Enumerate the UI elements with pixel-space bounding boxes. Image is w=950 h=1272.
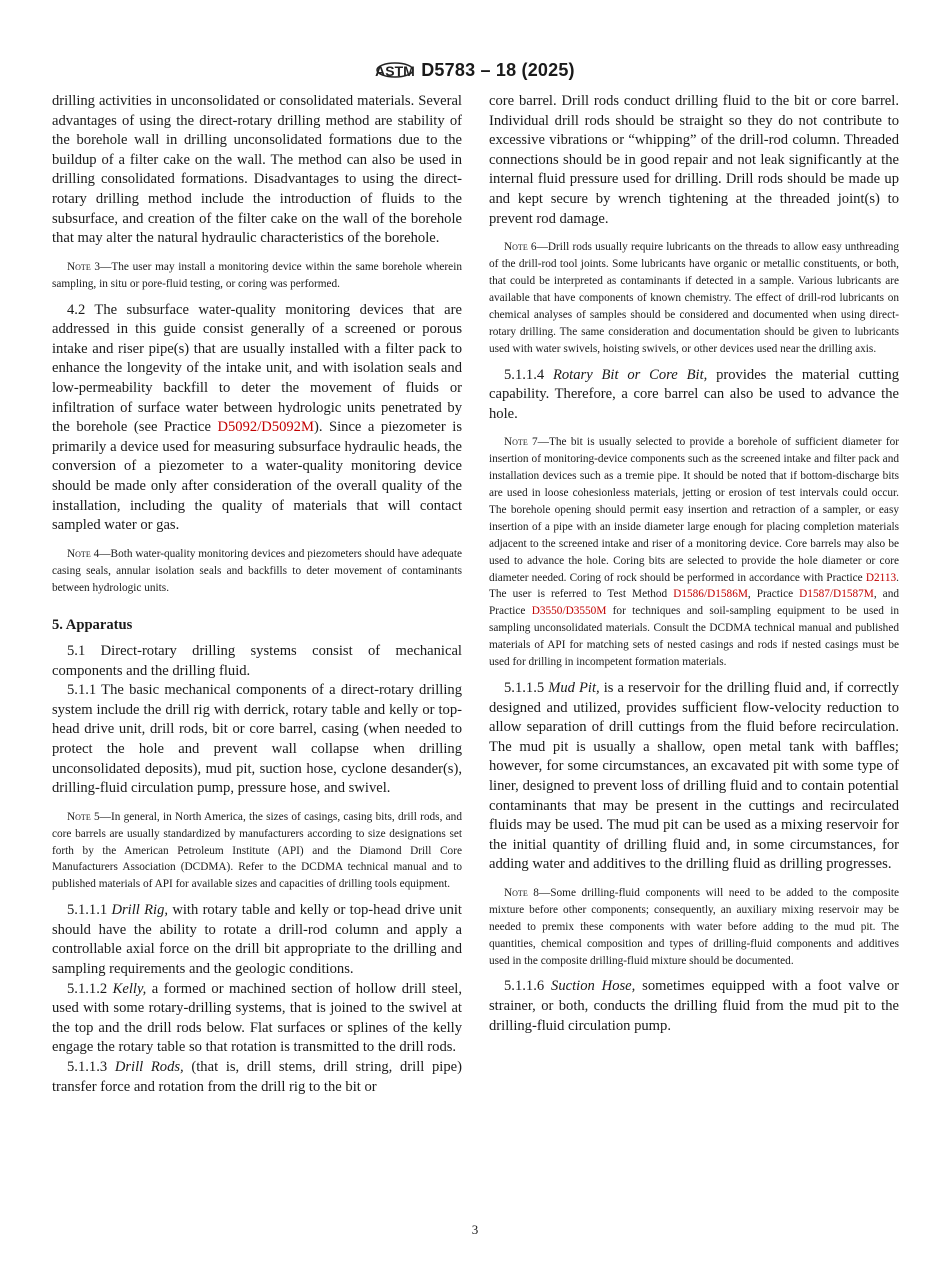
text: for techniques and soil-sampling equipment to be used in sampling unconsolidated materials. Consult the DCDMA technical manual and published materials of API for matching sets of nested casings and rods if nested casings must be used for drilling in incompetent formation materials. [489,605,899,669]
note-label: Note 6 [504,241,537,254]
paragraph [489,977,899,1036]
term: Mud Pit, [548,679,600,696]
text: core barrel. Drill rods conduct drilling fluid to the bit or core barrel. Individual drill rods should be straight so they do not contribute to excessive vibrations or “whipping” of the drill-rod column. Threaded connections should be in good repair and not leak significantly at the internal fluid pressure used for drilling. Drill rods should be made up and kept secure by wrench tightening at the threaded joint(s) to prevent rod damage. [489,93,899,227]
astm-logo [375,55,415,85]
text: —The bit is usually selected to provide a borehole of sufficient diameter for insertion of monitoring-device components such as the screened intake and filter pack and installation devices such as a tremie pipe. It should be noted that if bottom-discharge bits are used in loose cohesionless materials, jetting or erosion of test intervals could occur. The borehole opening should permit easy insertion and retraction of a sampler, or easy insertion of a pipe with an inside diameter large enough for placing completion materials adjacent to the screened intake and riser of a monitoring device. Core barrels may also be used to advance the hole. Coring bits are selected to provide the hole diameter or core diameter needed. Coring of rock should be performed in accordance with Practice [489,436,899,584]
text: 5.1.1.4 [504,366,553,383]
paragraph [52,980,462,1058]
text: . The user is referred to Test Method [489,571,899,601]
text: —The user may install a monitoring device within the same borehole wherein sampling, in situ or pore-fluid testing, or coring was performed. [52,260,462,290]
reference-link[interactable]: D3550/D3550M [531,605,607,618]
term: Kelly, [112,980,147,997]
text: —Some drilling-fluid components will need to be added to the composite mixture before other components; consequently, an auxiliary mixing reservoir may be needed to premix these components with water before adding to the mud pit. The quantities, chemical composition and types of drilling-fluid components and additives used in the composite drilling-fluid mixture should be documented. [489,886,899,967]
text: 5.1 Direct-rotary drilling systems consist of mechanical components and the drilling fluid. [52,643,462,679]
paragraph [489,679,899,875]
term: Suction Hose, [551,978,636,995]
page-header [0,55,950,85]
note-label: Note 8 [504,886,539,899]
section-heading [52,616,462,636]
text: 5.1.1.2 [67,980,113,997]
reference-link[interactable]: D1587/D1587M [799,588,874,601]
text: drilling activities in unconsolidated or consolidated materials. Several advantages of using the direct-rotary drilling method are stability of the borehole wall in drilling unconsolidated formations due to the buildup of a filter cake on the wall. The method can also be used in drilling consolidated formations. Disadvantages to using the direct-rotary drilling method include the introduction of fluids to the subsurface, and creation of the filter cake on the wall of the borehole that may alter the natural hydraulic characteristics of the borehole. [52,93,462,247]
note-label: Note 7 [504,436,538,449]
text: (that is, drill stems, drill string, drill pipe) transfer force and rotation from the drill rig to the bit or [52,1059,462,1095]
text: 5.1.1.5 [504,679,549,696]
text: provides the material cutting capability. Therefore, a core barrel can also be used to advance the hole. [489,366,899,422]
text: , and Practice [489,588,899,618]
text: —Both water-quality monitoring devices and piezometers should have adequate casing seals, annular isolation seals and backfills to deter movement of contaminants between hydrologic units. [52,547,463,594]
text: sometimes equipped with a foot valve or strainer, or both, conducts the drilling fluid from the mud pit to the drilling-fluid circulation pump. [489,978,900,1034]
reference-link[interactable]: D5092/D5092M [217,419,314,436]
note-label: Note 5 [67,810,100,823]
text: 5.1.1 The basic mechanical components of a direct-rotary drilling system include the drill rig with derrick, rotary table and kelly or top-head drive unit, drill rods, bit or core barrel, casing (when needed to protect the hole and prevent wall collapse when drilling unconsolidated deposits), mud pit, suction hose, cyclone desander(s), drilling-fluid circulation pump, pressure hose, and swivel. [52,682,462,797]
text: 5.1.1.3 [67,1059,115,1076]
note [489,434,899,671]
paragraph [52,301,462,536]
reference-link[interactable]: D1586/D1586M [673,588,748,601]
paragraph [489,92,899,229]
text: , Practice [747,588,800,601]
paragraph [52,1058,462,1097]
text: ). Since a piezometer is primarily a device used for measuring subsurface hydraulic heads, the conversion of a piezometer to a water-quality monitoring device should be made only after consideration of the overall quality of the installation, including the quality of materials that will contact sampled water or gas. [52,419,463,534]
note-label: Note 3 [67,260,101,273]
svg-text:ASTM: ASTM [375,63,416,79]
paragraph [52,92,462,249]
note [489,239,899,357]
text: —In general, in North America, the sizes of casings, casing bits, drill rods, and core barrels are usually standardized by manufacturers according to size designations set forth by the American Petroleum Institute (API) and the Diamond Drill Core Manufacturers Association (DCDMA). Refer to the DCDMA technical manual and to published materials of API for available sizes and capacities of drilling tools equipment. [52,810,462,891]
text: 5.1.1.6 [504,978,552,995]
text: 5. Apparatus [52,617,133,634]
term: Drill Rig, [111,902,169,919]
note [52,259,462,293]
text: 4.2 The subsurface water-quality monitoring devices that are addressed in this guide consist generally of a screened or porous intake and riser pipe(s) that are usually installed with a filter pack to enhance the longevity of the intake unit, and with isolation seals and low-permeability backfill to deter the movement of fluids or infiltration of surface water between hydrologic units penetrated by the borehole (see Practice [52,301,462,436]
text: is a reservoir for the drilling fluid and, if correctly designed and utilized, provides sufficient flow-velocity reduction to allow separation of drill cuttings from the fluid before recirculation. The mud pit is usually a shallow, open metal tank with baffles; however, for some circumstances, an excavated pit with some type of liner, designed to prevent loss of drilling fluid and to contain potential contaminants that may be present in the cuttings and recirculated fluids may be used. The mud pit can be used as a mixing reservoir for the initial quantity of drilling fluid and, in some circumstances, for adding water and additives to the drilling fluid as drilling progresses. [489,679,899,873]
note [52,546,462,597]
note-label: Note 4 [67,547,100,560]
page-number: 3 [471,1222,479,1237]
paragraph [489,366,899,425]
document-id: D5783 – 18 (2025) [421,59,575,80]
text: —Drill rods usually require lubricants on the threads to allow easy unthreading of the drill-rod tool joints. Some lubricants have organic or metallic constituents, or both, that could be interpreted as contaminants if detected in a sample. Various lubricants are available that have components of known chemistry. The effect of drill-rod lubricants on chemical analyses of samples should be considered and documented when using direct-rotary drilling. The same consideration and documentation should be given to lubricants used with water swivels, hoisting swivels, or other devices used near the drilling axis. [489,241,899,355]
right-column [489,92,899,1036]
text: with rotary table and kelly or top-head drive unit should have the ability to rotate a drill-rod column and apply a controllable axial force on the drill bit appropriate to the drilling and sampling requirements and the geologic conditions. [52,902,462,978]
note [489,885,899,970]
paragraph [52,901,462,979]
term: Rotary Bit or Core Bit, [552,366,708,383]
term: Drill Rods, [114,1059,184,1076]
text: 5.1.1.1 [67,902,112,919]
note [52,809,462,894]
paragraph [52,681,462,799]
text: a formed or machined section of hollow drill steel, used with some rotary-drilling systems, that is joined to the swivel at the top and the drill rods below. Flat surfaces or splines of the kelly engage the rotary table so that rotation is transmitted to the drill rods. [52,980,463,1056]
paragraph [52,642,462,681]
reference-link[interactable]: D2113 [865,571,897,584]
left-column [52,92,462,1097]
